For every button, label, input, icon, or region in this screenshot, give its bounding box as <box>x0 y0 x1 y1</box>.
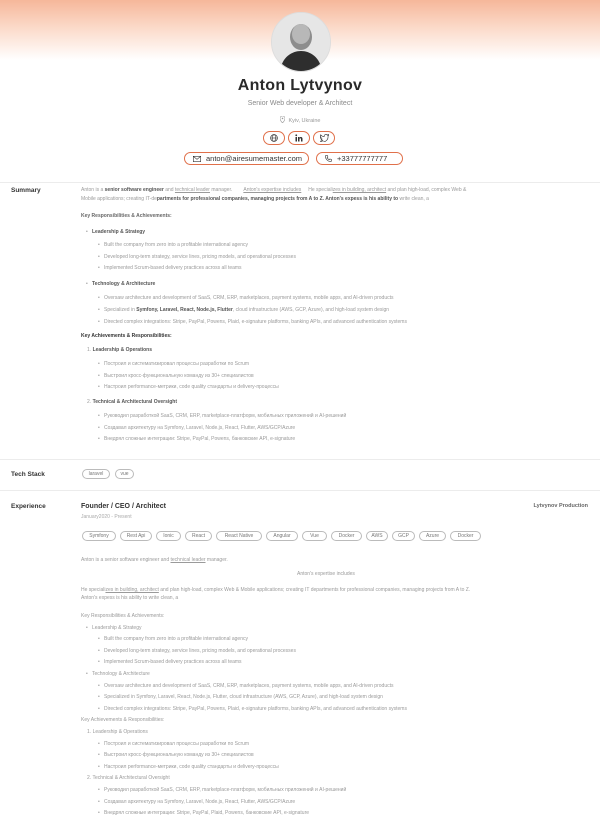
summary-ach-heading: Key Achievements & Responsibilities: <box>81 333 172 339</box>
list-item: • Выстроил кросс-функциональную команду из 30+ специалистов <box>104 752 254 758</box>
skill-tag: React <box>185 531 212 541</box>
list-item: • Создавал архитектуру на Symfony, Laravel, Node.js, React, Flutter, AWS/GCP/Azure <box>104 425 295 431</box>
candidate-name: Anton Lytvynov <box>237 77 363 94</box>
list-item: • Oversaw architecture and development of SaaS, CRM, ERP, marketplaces, payment systems, mobile apps, and AI-driven products <box>104 683 394 689</box>
website-link[interactable] <box>263 131 285 145</box>
exp-intro-line4: Anton's expess is his ability to write clean, a <box>81 595 179 601</box>
email-link[interactable] <box>184 152 309 165</box>
skill-tag: Docker <box>331 531 362 541</box>
list-item: • Specialized in Symfony, Laravel, React, Node.js, Flutter, cloud infrastructure (AWS, GCP, Azure), and high-load system design <box>104 694 383 700</box>
list-item: • Developed long-term strategy, service lines, pricing models, and operational processes <box>104 648 296 654</box>
job-role: Founder / CEO / Architect <box>81 503 166 510</box>
list-item: • Directed complex integrations: Stripe, PayPal, Powens, Plaid, e-signature platforms, banking APIs, and advanced authentication systems <box>104 319 407 325</box>
skill-tag: GCP <box>392 531 415 541</box>
location-pin-icon <box>280 116 285 125</box>
phone-text: +33777777777 <box>337 154 388 163</box>
tech-tag: vue <box>115 469 134 479</box>
list-item: • Руководил разработкой SaaS, CRM, ERP, marketplace-платформ, мобильных приложений и AI-решений <box>104 413 346 419</box>
list-item: • Создавал архитектуру на Symfony, Laravel, Node.js, React, Flutter, AWS/GCP/Azure <box>104 799 295 805</box>
divider <box>0 459 600 460</box>
location-text: Kyiv, Ukraine <box>288 117 321 124</box>
twitter-icon <box>320 129 329 147</box>
exp-ach-heading: Key Achievements & Responsibilities: <box>81 717 165 723</box>
twitter-link[interactable] <box>313 131 335 145</box>
skill-tag: Vue <box>302 531 327 541</box>
skill-tag: Azure <box>419 531 446 541</box>
skill-tag: Angular <box>266 531 298 541</box>
list-item: • Directed complex integrations: Stripe, PayPal, Powens, Plaid, e-signature platforms, banking APIs, and advanced authentication systems <box>104 706 407 712</box>
job-company: Lytvynov Production <box>533 503 588 509</box>
list-item: • Настроил performance-метрики, code quality стандарты и delivery-процессы <box>104 764 279 770</box>
exp-intro-line2: Anton's expertise includes <box>297 571 355 577</box>
summary-intro-line1: Anton is a senior software engineer and technical leader manager. Anton's expertise includes He specializes in building, architect and plan high-load, complex Web & <box>81 187 467 193</box>
summary-tech-heading: • Technology & Architecture <box>92 281 155 287</box>
phone-link[interactable] <box>316 152 403 165</box>
social-links <box>263 131 335 144</box>
list-item: • Built the company from zero into a profitable international agency <box>104 636 248 642</box>
list-item: • Построил и систематизировал процессы разработки по Scrum <box>104 361 249 367</box>
envelope-icon <box>193 156 201 162</box>
skill-tag: Ionic <box>156 531 181 541</box>
linkedin-link[interactable] <box>288 131 310 145</box>
avatar <box>271 12 331 72</box>
exp-ol1-heading: 1. Leadership & Operations <box>87 729 148 735</box>
summary-lead-heading: • Leadership & Strategy <box>92 229 145 235</box>
location <box>0 116 600 125</box>
skill-tag: Rest Api <box>120 531 152 541</box>
phone-icon <box>325 155 332 162</box>
candidate-title: Senior Web developer & Architect <box>247 100 353 107</box>
globe-icon <box>270 129 278 147</box>
linkedin-icon <box>295 129 303 147</box>
experience-label: Experience <box>11 503 46 510</box>
divider <box>0 182 600 183</box>
skill-tag: Docker <box>450 531 481 541</box>
tech-stack-label: Tech Stack <box>11 471 45 478</box>
summary-intro-line2: Mobile applications; creating IT-departments for professional companies, managing projects from A to Z. Anton's expess is his ability to write clean, a <box>81 196 429 202</box>
exp-intro-line3: He specializes in building, architect and plan high-load, complex Web & Mobile applications; creating IT departments for professional companies, managing projects from A to Z. <box>81 587 471 593</box>
summary-ol1-heading: 1. Leadership & Operations <box>87 347 153 353</box>
exp-intro-line1: Anton is a senior software engineer and technical leader manager. <box>81 557 228 563</box>
list-item: • Built the company from zero into a profitable international agency <box>104 242 248 248</box>
list-item: • Specialized in Symfony, Laravel, React, Node.js, Flutter, cloud infrastructure (AWS, GCP, Azure), and high-load system design <box>104 307 389 313</box>
list-item: • Developed long-term strategy, service lines, pricing models, and operational processes <box>104 254 296 260</box>
list-item: • Внедрял сложные интеграции: Stripe, PayPal, Plaid, Powens, банковские API, e-signature <box>104 810 309 816</box>
list-item: • Настроил performance-метрики, code quality стандарты и delivery-процессы <box>104 384 279 390</box>
summary-resp-heading: Key Responsibilities & Achievements: <box>81 213 172 219</box>
list-item: • Руководил разработкой SaaS, CRM, ERP, marketplace-платформ, мобильных приложений и AI-решений <box>104 787 346 793</box>
summary-ol2-heading: 2. Technical & Architectural Oversight <box>87 399 178 405</box>
skill-tag: React Native <box>216 531 262 541</box>
list-item: • Выстроил кросс-функциональную команду из 30+ специалистов <box>104 373 254 379</box>
list-item: • Implemented Scrum-based delivery practices across all teams <box>104 659 242 665</box>
skill-tag: AWS <box>366 531 388 541</box>
exp-ol2-heading: 2. Technical & Architectural Oversight <box>87 775 170 781</box>
list-item: • Implemented Scrum-based delivery practices across all teams <box>104 265 242 271</box>
exp-tech-heading: • Technology & Architecture <box>92 671 150 677</box>
email-text: anton@airesumemaster.com <box>206 154 302 163</box>
list-item: • Oversaw architecture and development of SaaS, CRM, ERP, marketplaces, payment systems, mobile apps, and AI-driven products <box>104 295 394 301</box>
summary-label: Summary <box>11 187 41 194</box>
exp-resp-heading: Key Responsibilities & Achievements: <box>81 613 165 619</box>
divider <box>0 490 600 491</box>
list-item: • Внедрял сложные интеграции: Stripe, PayPal, Powens, банковские API, e-signature <box>104 436 295 442</box>
skill-tag: Symfony <box>82 531 116 541</box>
job-dates: January2020 - Present <box>81 514 132 520</box>
contact-links <box>184 152 403 165</box>
exp-lead-heading: • Leadership & Strategy <box>92 625 141 631</box>
list-item: • Построил и систематизировал процессы разработки по Scrum <box>104 741 249 747</box>
tech-tag: laravel <box>82 469 110 479</box>
